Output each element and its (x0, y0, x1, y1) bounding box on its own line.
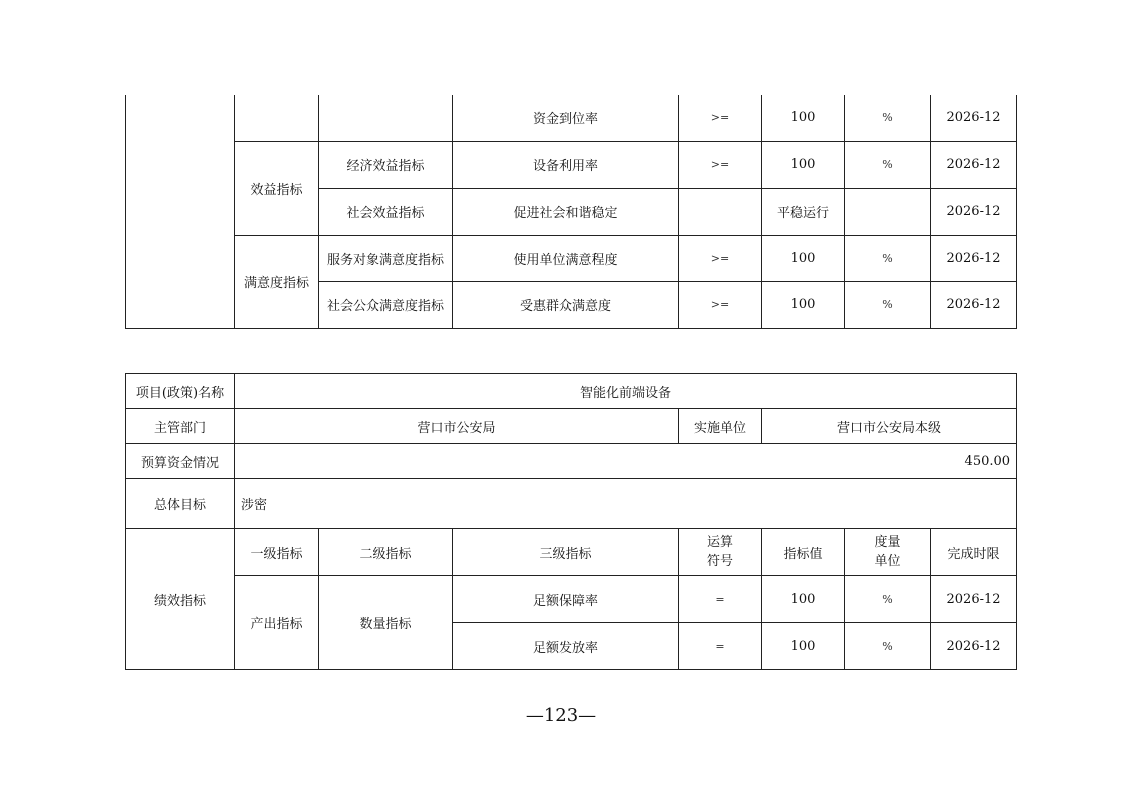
table-cell: 满意度指标 (235, 235, 319, 328)
table-cell: 经济效益指标 (319, 141, 453, 188)
goal-value: 涉密 (235, 479, 1017, 529)
table-cell: 100 (762, 95, 845, 141)
table-cell: >= (679, 235, 762, 281)
header-cell: 完成时限 (931, 529, 1017, 576)
header-cell (679, 529, 762, 576)
table-cell: 100 (762, 281, 845, 328)
table-cell: = (679, 576, 762, 623)
perf-label: 绩效指标 (126, 529, 235, 670)
table-cell: 效益指标 (235, 141, 319, 235)
table-cell: 2026-12 (931, 576, 1017, 623)
table-cell: % (845, 141, 931, 188)
header-cell (845, 529, 931, 576)
table-cell: 2026-12 (931, 95, 1017, 141)
table-row (126, 479, 1017, 529)
table-cell: 足额保障率 (453, 576, 679, 623)
header-line: 单位 (874, 554, 901, 569)
table-cell: >= (679, 95, 762, 141)
table-cell: 2026-12 (931, 141, 1017, 188)
table-cell: % (845, 281, 931, 328)
table-row (126, 95, 1017, 141)
table-header-row (126, 529, 1017, 576)
dept-label: 主管部门 (126, 409, 235, 444)
table-cell: 2026-12 (931, 623, 1017, 670)
impl-label: 实施单位 (679, 409, 762, 444)
table-cell: % (845, 235, 931, 281)
header-cell: 一级指标 (235, 529, 319, 576)
table-cell (319, 95, 453, 141)
performance-table-continued (125, 95, 1017, 329)
table-cell: 社会效益指标 (319, 188, 453, 235)
impl-value: 营口市公安局本级 (762, 409, 1017, 444)
table-cell (845, 188, 931, 235)
header-cell: 二级指标 (319, 529, 453, 576)
table-cell: 100 (762, 235, 845, 281)
header-line: 符号 (706, 554, 733, 569)
table-cell: 服务对象满意度指标 (319, 235, 453, 281)
table-cell: >= (679, 281, 762, 328)
table-row (126, 409, 1017, 444)
table-cell (679, 188, 762, 235)
budget-label: 预算资金情况 (126, 444, 235, 479)
table-cell: % (845, 576, 931, 623)
table-row (126, 235, 1017, 281)
table-cell: 数量指标 (319, 576, 453, 670)
budget-value: 450.00 (235, 444, 1017, 479)
table-cell: 2026-12 (931, 235, 1017, 281)
table-cell: 促进社会和谐稳定 (453, 188, 679, 235)
table-row (126, 576, 1017, 623)
table-cell (235, 95, 319, 141)
table-cell: 使用单位满意程度 (453, 235, 679, 281)
goal-label: 总体目标 (126, 479, 235, 529)
header-cell: 指标值 (762, 529, 845, 576)
page-number: —123— (525, 705, 597, 726)
table-cell: 资金到位率 (453, 95, 679, 141)
table-cell: 产出指标 (235, 576, 319, 670)
table-cell: = (679, 623, 762, 670)
table-row (126, 141, 1017, 188)
table-cell: % (845, 623, 931, 670)
table-cell: 足额发放率 (453, 623, 679, 670)
header-cell: 三级指标 (453, 529, 679, 576)
table-cell: 受惠群众满意度 (453, 281, 679, 328)
table-cell: 2026-12 (931, 281, 1017, 328)
table-cell: 100 (762, 141, 845, 188)
project-name-label: 项目(政策)名称 (126, 374, 235, 409)
table-cell: 平稳运行 (762, 188, 845, 235)
table-cell: 设备利用率 (453, 141, 679, 188)
table-cell: >= (679, 141, 762, 188)
table-cell: 100 (762, 576, 845, 623)
table-cell (126, 95, 235, 328)
table-cell: 2026-12 (931, 188, 1017, 235)
header-line: 运算 (706, 535, 733, 550)
dept-value: 营口市公安局 (235, 409, 679, 444)
table-cell: 100 (762, 623, 845, 670)
header-line: 度量 (874, 535, 901, 550)
table-cell: 社会公众满意度指标 (319, 281, 453, 328)
project-name: 智能化前端设备 (235, 374, 1017, 409)
table-row (126, 374, 1017, 409)
project-performance-table (125, 373, 1017, 670)
table-row (126, 444, 1017, 479)
table-cell: % (845, 95, 931, 141)
